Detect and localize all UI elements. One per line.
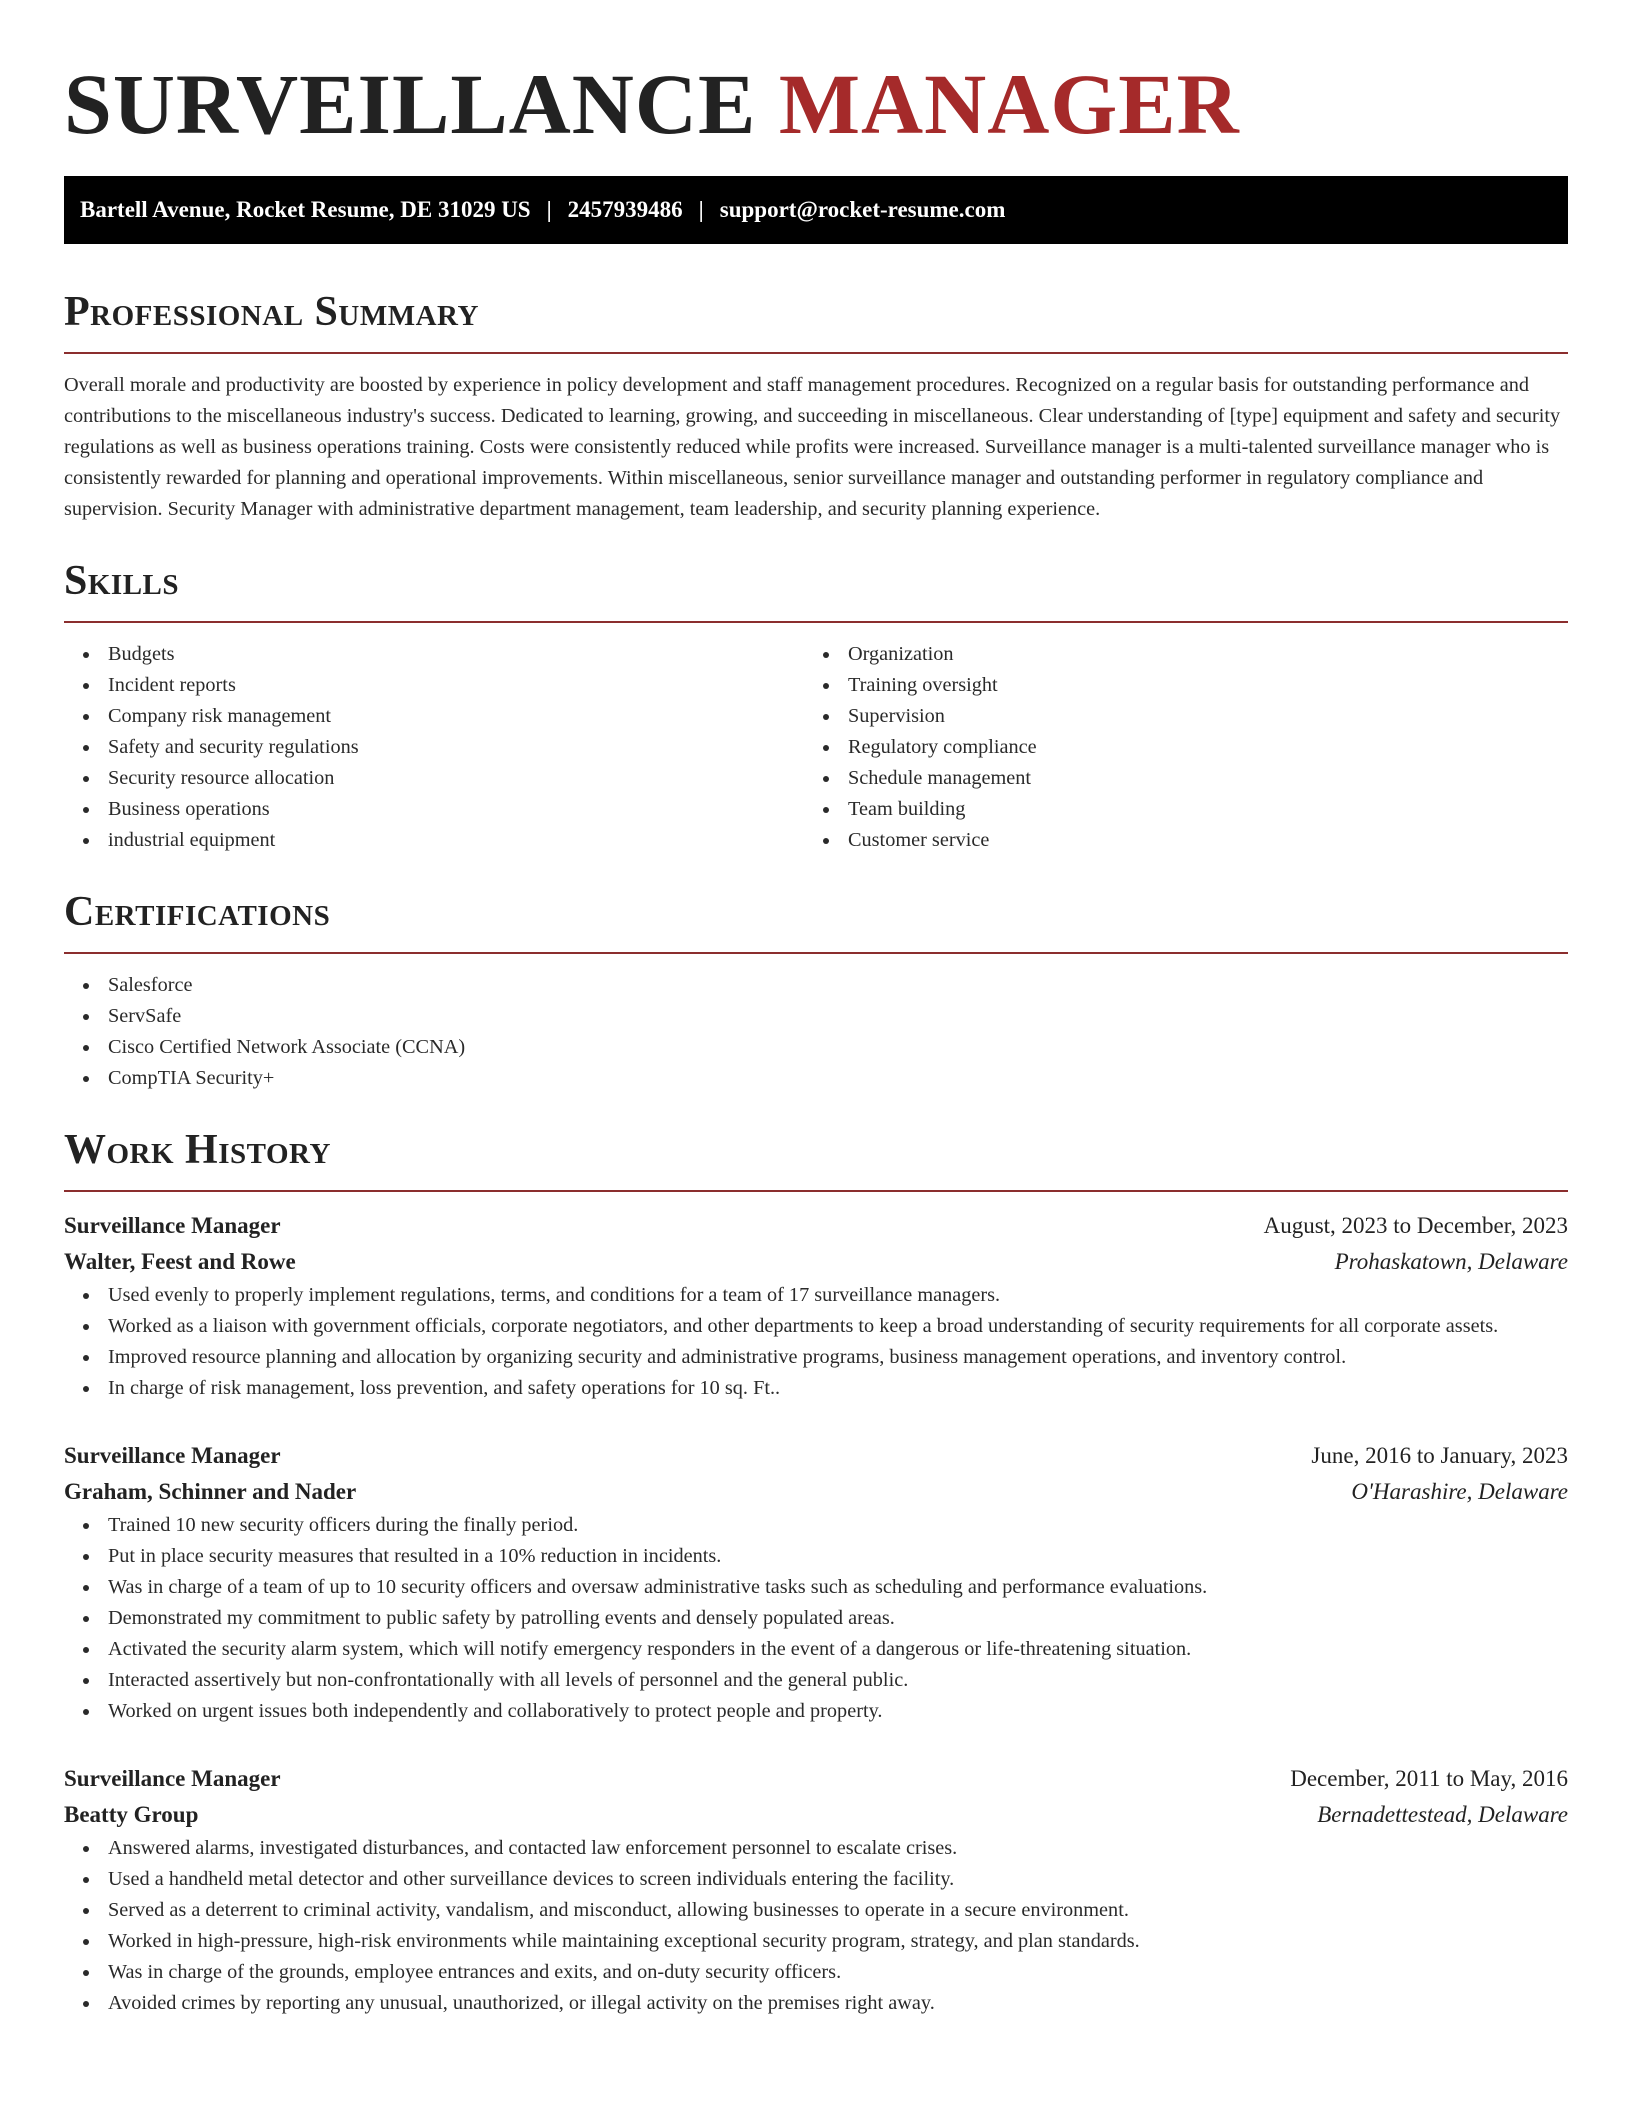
job-bullet: Trained 10 new security officers during the finally period. — [64, 1510, 1568, 1541]
job-title: Surveillance Manager — [64, 1213, 281, 1238]
skills-section — [64, 555, 1568, 856]
job-location: Bernadettestead, Delaware — [1317, 1802, 1568, 1827]
job-bullets — [64, 1833, 1568, 2019]
job-title: Surveillance Manager — [64, 1443, 281, 1468]
job-header — [64, 1438, 1568, 1474]
job-company: Graham, Schinner and Nader — [64, 1479, 357, 1504]
contact-separator: | — [546, 197, 552, 222]
skill-item: Training oversight — [804, 670, 1544, 701]
work-history-section — [64, 1124, 1568, 2019]
skill-item: Company risk management — [64, 701, 804, 732]
certifications-list — [64, 970, 1568, 1094]
job-bullet: In charge of risk management, loss prevention, and safety operations for 10 sq. Ft.. — [64, 1373, 1568, 1404]
job-bullet: Used evenly to properly implement regulations, terms, and conditions for a team of 17 surveillance managers. — [64, 1280, 1568, 1311]
job-dates: December, 2011 to May, 2016 — [1290, 1766, 1568, 1791]
skill-item: industrial equipment — [64, 825, 804, 856]
skill-item: Business operations — [64, 794, 804, 825]
skill-item: Regulatory compliance — [804, 732, 1544, 763]
job-location: O'Harashire, Delaware — [1351, 1479, 1568, 1504]
job-company: Walter, Feest and Rowe — [64, 1249, 296, 1274]
section-title: Certifications — [64, 889, 331, 935]
job-subheader — [64, 1797, 1568, 1833]
job-bullet: Was in charge of the grounds, employee entrances and exits, and on-duty security officers. — [64, 1957, 1568, 1988]
job-bullet: Put in place security measures that resulted in a 10% reduction in incidents. — [64, 1541, 1568, 1572]
job-bullets — [64, 1280, 1568, 1404]
job-subheader — [64, 1474, 1568, 1510]
contact-separator: | — [698, 197, 704, 222]
section-title: Work History — [64, 1127, 331, 1173]
job-entry — [64, 1438, 1568, 1727]
section-divider — [64, 352, 1568, 354]
job-bullet: Interacted assertively but non-confrontationally with all levels of personnel and the general public. — [64, 1665, 1568, 1696]
summary-text: Overall morale and productivity are boosted by experience in policy development and staff management procedures. Recognized on a regular basis for outstanding performance and contributions to the miscellaneous industry's success. Dedicated to learning, growing, and succeeding in miscellaneous. Clear understanding of [type] equipment and safety and security regulations as well as business operations training. Costs were consistently reduced while profits were increased. Surveillance manager is a multi-talented surveillance manager who is consistently rewarded for planning and operational improvements. Within miscellaneous, senior surveillance manager and outstanding performer in regulatory compliance and supervision. Security Manager with administrative department management, team leadership, and security planning experience. — [64, 374, 1561, 520]
skill-item: Supervision — [804, 701, 1544, 732]
section-divider — [64, 1190, 1568, 1192]
job-location: Prohaskatown, Delaware — [1334, 1249, 1568, 1274]
certification-item: ServSafe — [64, 1001, 1568, 1032]
skill-item: Security resource allocation — [64, 763, 804, 794]
section-title: Professional Summary — [64, 289, 479, 335]
job-dates: August, 2023 to December, 2023 — [1263, 1213, 1568, 1238]
job-bullet: Answered alarms, investigated disturbances, and contacted law enforcement personnel to escalate crises. — [64, 1833, 1568, 1864]
job-bullet: Avoided crimes by reporting any unusual, unauthorized, or illegal activity on the premises right away. — [64, 1988, 1568, 2019]
resume-name — [64, 0, 1568, 150]
contact-email[interactable]: support@rocket-resume.com — [719, 197, 1006, 222]
skill-item: Team building — [804, 794, 1544, 825]
job-bullet: Served as a deterrent to criminal activity, vandalism, and misconduct, allowing businesses to operate in a secure environment. — [64, 1895, 1568, 1926]
jobs-list — [64, 1208, 1568, 2019]
certifications-section — [64, 886, 1568, 1094]
job-dates: June, 2016 to January, 2023 — [1311, 1443, 1568, 1468]
job-bullet: Worked as a liaison with government officials, corporate negotiators, and other departments to keep a broad understanding of security requirements for all corporate assets. — [64, 1311, 1568, 1342]
skills-left-column — [64, 639, 804, 856]
skill-item: Incident reports — [64, 670, 804, 701]
certification-item: Cisco Certified Network Associate (CCNA) — [64, 1032, 1568, 1063]
skill-item: Safety and security regulations — [64, 732, 804, 763]
job-bullet: Worked in high-pressure, high-risk environments while maintaining exceptional security program, strategy, and plan standards. — [64, 1926, 1568, 1957]
job-entry — [64, 1761, 1568, 2019]
job-bullet: Demonstrated my commitment to public safety by patrolling events and densely populated areas. — [64, 1603, 1568, 1634]
job-subheader — [64, 1244, 1568, 1280]
skill-item: Organization — [804, 639, 1544, 670]
job-bullet: Worked on urgent issues both independently and collaboratively to protect people and property. — [64, 1696, 1568, 1727]
section-divider — [64, 621, 1568, 623]
job-bullet: Activated the security alarm system, which will notify emergency responders in the event of a dangerous or life-threatening situation. — [64, 1634, 1568, 1665]
job-bullet: Used a handheld metal detector and other surveillance devices to screen individuals entering the facility. — [64, 1864, 1568, 1895]
certification-item: CompTIA Security+ — [64, 1063, 1568, 1094]
job-company: Beatty Group — [64, 1802, 199, 1827]
contact-phone: 2457939486 — [567, 197, 683, 222]
name-first: SURVEILLANCE — [64, 56, 757, 152]
contact-bar — [64, 176, 1568, 244]
job-bullet: Improved resource planning and allocation by organizing security and administrative programs, business management operations, and inventory control. — [64, 1342, 1568, 1373]
skill-item: Schedule management — [804, 763, 1544, 794]
job-header — [64, 1761, 1568, 1797]
skill-item: Budgets — [64, 639, 804, 670]
skill-item: Customer service — [804, 825, 1544, 856]
job-bullet: Was in charge of a team of up to 10 security officers and oversaw administrative tasks such as scheduling and performance evaluations. — [64, 1572, 1568, 1603]
section-title: Skills — [64, 558, 180, 604]
name-second: MANAGER — [778, 56, 1240, 152]
skills-right-column — [804, 639, 1544, 856]
job-entry — [64, 1208, 1568, 1404]
contact-address: Bartell Avenue, Rocket Resume, DE 31029 US — [80, 197, 531, 222]
job-title: Surveillance Manager — [64, 1766, 281, 1791]
certification-item: Salesforce — [64, 970, 1568, 1001]
job-bullets — [64, 1510, 1568, 1727]
section-divider — [64, 952, 1568, 954]
professional-summary-section — [64, 286, 1568, 525]
skills-grid — [64, 639, 1568, 856]
job-header — [64, 1208, 1568, 1244]
